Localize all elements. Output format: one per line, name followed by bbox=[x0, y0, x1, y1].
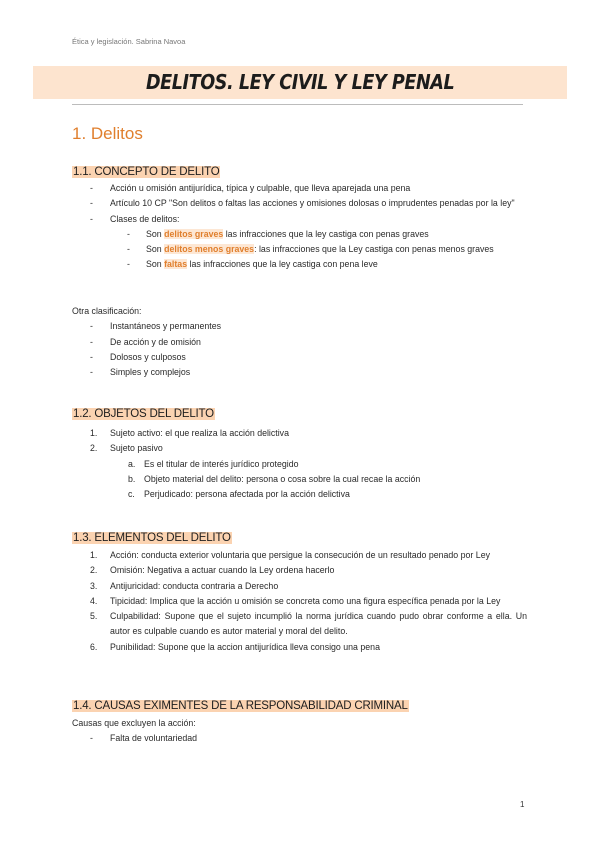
letter-marker: c. bbox=[128, 489, 135, 500]
list-item bbox=[72, 319, 527, 334]
list-item-text: Punibilidad: Supone que la accion antijurídica lleva consigo una pena bbox=[110, 641, 380, 652]
list-item-text: Son delitos graves las infracciones que la ley castiga con penas graves bbox=[146, 228, 429, 239]
list-item-text: De acción y de omisión bbox=[110, 336, 201, 347]
number-marker: 2. bbox=[90, 443, 98, 454]
list-item-text: Culpabilidad: Supone que el sujeto incumplió la norma jurídica cuando pudo obrar conforme a ella. Un autor es culpable cuando es autor material y moral del delito. bbox=[110, 611, 527, 637]
subsection-heading-concepto bbox=[72, 166, 220, 178]
concepto-bullets bbox=[72, 181, 527, 273]
list-item bbox=[72, 472, 527, 487]
dash-marker: - bbox=[90, 321, 93, 332]
list-item bbox=[72, 548, 527, 563]
list-item-text: Antijuricidad: conducta contraria a Derecho bbox=[110, 580, 279, 591]
dash-marker: - bbox=[90, 336, 93, 347]
page-number: 1 bbox=[520, 800, 525, 809]
list-item-text: Perjudicado: persona afectada por la acción delictiva bbox=[144, 489, 350, 500]
number-marker: 2. bbox=[90, 565, 98, 576]
list-item bbox=[72, 487, 527, 502]
list-item-text: Objeto material del delito: persona o cosa sobre la cual recae la acción bbox=[144, 473, 421, 484]
list-item bbox=[72, 181, 527, 196]
list-item-text: Sujeto activo: el que realiza la acción delictiva bbox=[110, 428, 289, 438]
title-divider bbox=[72, 104, 523, 105]
letter-marker: b. bbox=[128, 473, 136, 484]
page-header: Ética y legislación. Sabrina Navoa bbox=[72, 37, 186, 46]
list-item bbox=[72, 594, 527, 609]
keyword-delitos-graves: delitos graves bbox=[164, 228, 224, 239]
list-item bbox=[72, 335, 527, 350]
subsection-heading-text: 1.2. OBJETOS DEL DELITO bbox=[73, 408, 214, 420]
list-item-text: Instantáneos y permanentes bbox=[110, 321, 222, 332]
dash-marker: - bbox=[90, 183, 93, 193]
section-heading-delitos: 1. Delitos bbox=[72, 124, 143, 143]
objetos-list bbox=[72, 426, 527, 502]
title-highlight bbox=[33, 66, 567, 99]
number-marker: 6. bbox=[90, 641, 98, 652]
dash-marker: - bbox=[90, 351, 93, 362]
keyword-faltas: faltas bbox=[164, 259, 188, 270]
letter-marker: a. bbox=[128, 458, 136, 469]
number-marker: 1. bbox=[90, 550, 98, 560]
number-marker: 3. bbox=[90, 580, 98, 591]
subsection-heading-text: 1.3. ELEMENTOS DEL DELITO bbox=[73, 532, 231, 544]
dash-marker: - bbox=[127, 228, 130, 239]
list-item bbox=[72, 609, 527, 640]
causas-intro: Causas que excluyen la acción: bbox=[72, 718, 196, 728]
dash-marker: - bbox=[90, 733, 93, 744]
otra-clasificacion-label: Otra clasificación: bbox=[72, 306, 142, 316]
list-item-text: Acción u omisión antijurídica, típica y culpable, que lleva aparejada una pena bbox=[110, 183, 411, 193]
list-item-text: Falta de voluntariedad bbox=[110, 733, 198, 744]
dash-marker: - bbox=[90, 198, 93, 209]
list-item-text: Son delitos menos graves: las infracciones que la Ley castiga con penas menos graves bbox=[146, 244, 494, 255]
subsection-heading-objetos bbox=[72, 408, 215, 420]
list-item-text: Tipicidad: Implica que la acción u omisión se concreta como una figura específica penada por la Ley bbox=[110, 595, 501, 606]
list-item-text: Son faltas las infracciones que la ley castiga con pena leve bbox=[146, 259, 378, 270]
list-item-text: Es el titular de interés jurídico protegido bbox=[144, 458, 299, 469]
dash-marker: - bbox=[127, 259, 130, 270]
list-item bbox=[72, 426, 527, 441]
list-item bbox=[72, 441, 527, 456]
dash-marker: - bbox=[90, 367, 93, 378]
list-item bbox=[72, 257, 527, 272]
number-marker: 5. bbox=[90, 611, 98, 622]
list-item-text: Simples y complejos bbox=[110, 367, 191, 378]
number-marker: 4. bbox=[90, 595, 98, 606]
list-item-text: Clases de delitos: bbox=[110, 213, 180, 224]
list-item-text: Omisión: Negativa a actuar cuando la Ley ordena hacerlo bbox=[110, 565, 335, 576]
list-item bbox=[72, 563, 527, 578]
list-item bbox=[72, 640, 527, 655]
title-banner bbox=[0, 66, 600, 99]
dash-marker: - bbox=[90, 213, 93, 224]
list-item-text: Dolosos y culposos bbox=[110, 351, 186, 362]
number-marker: 1. bbox=[90, 428, 98, 438]
list-item bbox=[72, 212, 527, 227]
list-item-text: Acción: conducta exterior voluntaria que persigue la consecución de un resultado penado por Ley bbox=[110, 550, 490, 560]
causas-block bbox=[72, 716, 527, 747]
list-item bbox=[72, 350, 527, 365]
list-item bbox=[72, 196, 527, 211]
list-item bbox=[72, 227, 527, 242]
subsection-heading-text: 1.1. CONCEPTO DE DELITO bbox=[73, 166, 220, 178]
dash-marker: - bbox=[127, 244, 130, 255]
otra-clasificacion bbox=[72, 304, 527, 380]
list-item bbox=[72, 242, 527, 257]
list-item bbox=[72, 365, 527, 380]
elementos-list bbox=[72, 548, 527, 655]
list-item bbox=[72, 731, 527, 746]
document-title: DELITOS. LEY CIVIL Y LEY PENAL bbox=[145, 70, 455, 94]
list-item-text: Sujeto pasivo bbox=[110, 443, 163, 454]
keyword-delitos-menos-graves: delitos menos graves bbox=[164, 244, 255, 255]
subsection-heading-causas bbox=[72, 700, 409, 712]
subsection-heading-elementos bbox=[72, 532, 232, 544]
list-item-text: Artículo 10 CP "Son delitos o faltas las acciones y omisiones dolosas o imprudentes penadas por la ley" bbox=[110, 198, 515, 209]
subsection-heading-text: 1.4. CAUSAS EXIMENTES DE LA RESPONSABILIDAD CRIMINAL bbox=[73, 700, 408, 712]
list-item bbox=[72, 457, 527, 472]
list-item bbox=[72, 579, 527, 594]
